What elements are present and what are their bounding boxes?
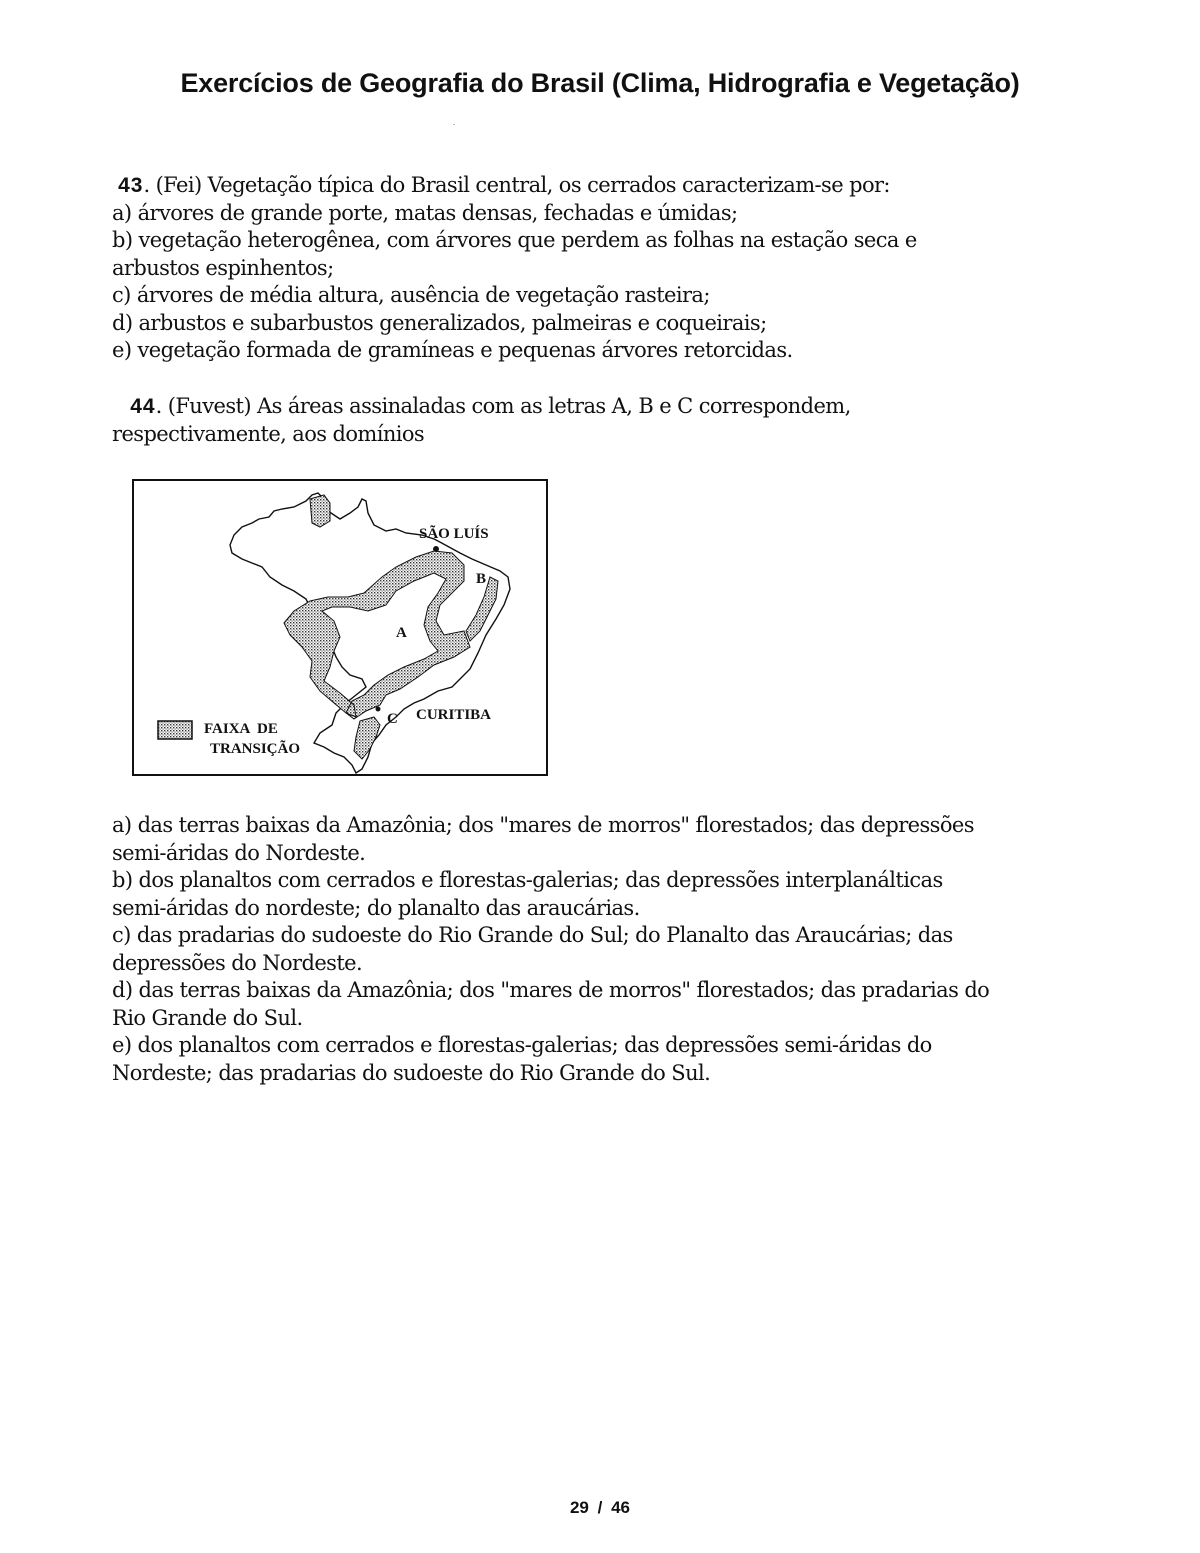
label-region-b: B xyxy=(476,571,487,587)
option-c: c) das pradarias do sudoeste do Rio Grande do Sul; do Planalto das Araucárias; das xyxy=(112,923,953,947)
question-43 xyxy=(112,172,917,365)
page-number xyxy=(0,1498,1200,1518)
option-d: d) arbustos e subarbustos generalizados, palmeiras e coqueirais; xyxy=(112,310,767,335)
legend-label-line1: FAIXA DE xyxy=(204,721,278,737)
option-e: e) dos planaltos com cerrados e florestas-galerias; das depressões semi-áridas do xyxy=(112,1033,932,1057)
label-region-a: A xyxy=(396,625,407,641)
question-44-options xyxy=(112,812,989,1087)
label-sao-luis: SÃO LUÍS xyxy=(419,526,489,542)
page-current: 29 xyxy=(569,1498,589,1517)
legend-label-line2: TRANSIÇÃO xyxy=(210,741,301,757)
question-stem: 43. (Fei) Vegetação típica do Brasil central, os cerrados caracterizam-se por: xyxy=(118,173,890,197)
scan-speck xyxy=(453,124,455,125)
option-b: b) vegetação heterogênea, com árvores que perdem as folhas na estação seca e xyxy=(112,228,917,252)
sao-luis-marker xyxy=(433,546,439,552)
legend-swatch xyxy=(158,721,192,739)
option-d-continued: Rio Grande do Sul. xyxy=(112,1005,303,1030)
document-title: Exercícios de Geografia do Brasil (Clima, Hidrografia e Vegetação) xyxy=(180,68,1020,98)
option-d: d) das terras baixas da Amazônia; dos "mares de morros" florestados; das pradarias do xyxy=(112,978,990,1002)
page-separator: / xyxy=(597,1498,603,1517)
brazil-map-figure xyxy=(132,479,548,776)
option-e-continued: Nordeste; das pradarias do sudoeste do Rio Grande do Sul. xyxy=(112,1060,711,1085)
brazil-map-drawing xyxy=(134,481,546,774)
question-stem: 44. (Fuvest) As áreas assinaladas com as letras A, B e C correspondem, xyxy=(130,394,851,418)
curitiba-marker xyxy=(376,707,381,712)
transition-north xyxy=(310,495,330,527)
option-a: a) árvores de grande porte, matas densas, fechadas e úmidas; xyxy=(112,200,738,225)
question-stem-continued: respectivamente, aos domínios xyxy=(112,421,425,446)
option-b-continued: arbustos espinhentos; xyxy=(112,255,334,280)
label-curitiba: CURITIBA xyxy=(416,707,492,723)
question-number: 43 xyxy=(118,174,144,197)
label-region-c: C xyxy=(387,711,398,727)
option-c: c) árvores de média altura, ausência de vegetação rasteira; xyxy=(112,283,710,307)
question-44 xyxy=(112,393,851,448)
option-a-continued: semi-áridas do Nordeste. xyxy=(112,840,366,865)
option-e: e) vegetação formada de gramíneas e pequenas árvores retorcidas. xyxy=(112,338,793,362)
option-a: a) das terras baixas da Amazônia; dos "mares de morros" florestados; das depressões xyxy=(112,813,974,837)
question-number: 44 xyxy=(130,395,156,418)
page-total: 46 xyxy=(611,1498,631,1517)
option-b: b) dos planaltos com cerrados e florestas-galerias; das depressões interplanálticas xyxy=(112,868,943,892)
option-b-continued: semi-áridas do nordeste; do planalto das araucárias. xyxy=(112,895,640,920)
option-c-continued: depressões do Nordeste. xyxy=(112,950,363,975)
